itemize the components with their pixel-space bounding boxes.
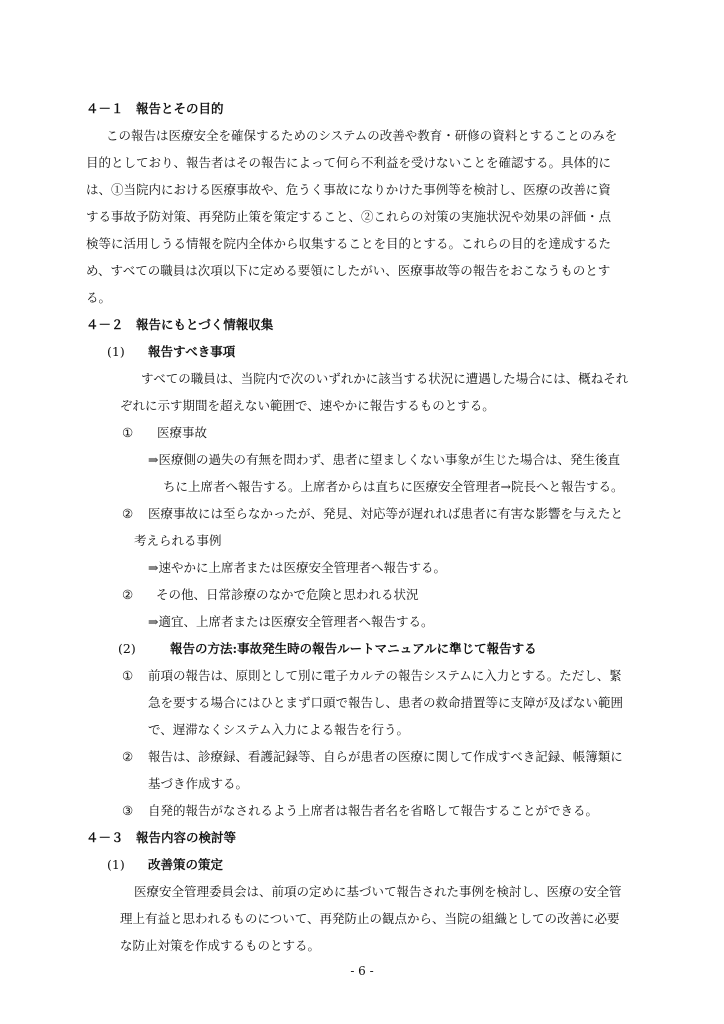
- paragraph-line: 検等に活用しうる情報を院内全体から収集することを目的とする。これらの目的を達成するた: [86, 236, 612, 251]
- item-line: で、遅滞なくシステム入力による報告を行う。: [148, 722, 410, 737]
- item-number: ②: [122, 506, 134, 521]
- item-line: ⇒適宜、上席者または医療安全管理者へ報告する。: [148, 614, 434, 629]
- item-line: 報告は、診療録、看護記録等、自らが患者の医療に関して作成すべき記録、帳簿類に: [148, 749, 623, 764]
- item-line: 急を要する場合にはひとまず口頭で報告し、患者の救命措置等に支障が及ばない範囲: [148, 695, 624, 710]
- item-title: 医療事故: [157, 425, 208, 440]
- subsection-number: (1): [107, 857, 125, 872]
- section-heading-4-2: ４－２ 報告にもとづく情報収集: [86, 317, 274, 332]
- paragraph-line: すべての職員は、当院内で次のいずれかに該当する状況に遭遇した場合には、概ねそれ: [141, 371, 629, 386]
- item-number: ①: [122, 668, 134, 683]
- paragraph-line: この報告は医療安全を確保するためのシステムの改善や教育・研修の資料とすることのみを: [106, 128, 618, 143]
- item-line: 基づき作成する。: [148, 776, 249, 791]
- item-line: 医療事故には至らなかったが、発見、対応等が遅れれば患者に有害な影響を与えたと: [148, 506, 624, 521]
- item-line: 自発的報告がなされるよう上席者は報告者名を省略して報告することができる。: [148, 803, 599, 818]
- item-line: ちに上席者へ報告する。上席者からは直ちに医療安全管理者→院長へと報告する。: [163, 479, 624, 494]
- item-line: 前項の報告は、原則として別に電子カルテの報告システムに入力とする。ただし、緊: [148, 668, 622, 683]
- item-number: ②: [122, 587, 134, 602]
- item-number: ①: [122, 425, 134, 440]
- item-line: ⇒速やかに上席者または医療安全管理者へ報告する。: [148, 560, 446, 575]
- paragraph-line: ぞれに示す期間を超えない範囲で、速やかに報告するものとする。: [120, 398, 495, 413]
- paragraph-line: め、すべての職員は次項以下に定める要領にしたがい、医療事故等の報告をおこなうものとす: [86, 263, 611, 278]
- subsection-number: (2): [118, 641, 136, 656]
- item-line: 考えられる事例: [134, 533, 222, 548]
- item-number: ②: [122, 749, 134, 764]
- section-heading-4-3: ４－３ 報告内容の検討等: [86, 830, 237, 845]
- paragraph-line: する事故予防対策、再発防止策を策定すること、②これらの対策の実施状況や効果の評価・点: [86, 209, 612, 224]
- paragraph-line: 目的としており、報告者はその報告によって何ら不利益を受けないことを確認する。具体的に: [86, 155, 612, 170]
- paragraph-line: る。: [86, 290, 112, 305]
- item-line: ⇒医療側の過失の有無を問わず、患者に望ましくない事象が生じた場合は、発生後直: [148, 452, 620, 467]
- subsection-title: 報告の方法:事故発生時の報告ルートマニュアルに準じて報告する: [170, 641, 537, 656]
- section-heading-4-1: ４－１ 報告とその目的: [86, 101, 224, 116]
- paragraph-line: な防止対策を作成するものとする。: [120, 938, 321, 953]
- page-number: - 6 -: [350, 964, 374, 978]
- item-line: その他、日常診療のなかで危険と思われる状況: [156, 587, 419, 602]
- subsection-title: 改善策の策定: [148, 857, 224, 872]
- paragraph-line: 理上有益と思われるものについて、再発防止の観点から、当院の組織としての改善に必要: [120, 911, 620, 926]
- subsection-title: 報告すべき事項: [148, 344, 236, 359]
- subsection-number: (1): [107, 344, 125, 359]
- paragraph-line: は、①当院内における医療事故や、危うく事故になりかけた事例等を検討し、医療の改善に資: [86, 182, 611, 197]
- item-number: ③: [122, 803, 134, 818]
- paragraph-line: 医療安全管理委員会は、前項の定めに基づいて報告された事例を検討し、医療の安全管: [134, 884, 622, 899]
